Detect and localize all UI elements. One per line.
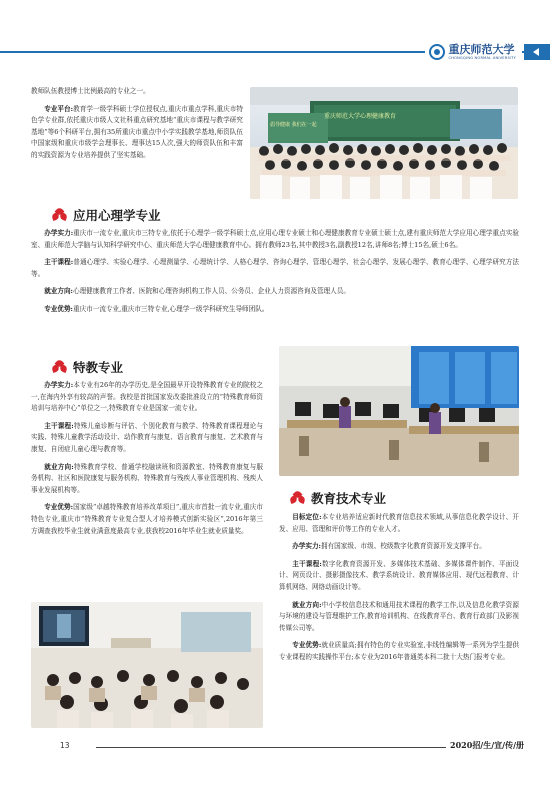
flower-bullet-icon (290, 491, 305, 506)
page-number: 13 (60, 741, 74, 750)
booklet-title: 2020招/生/宣/传/册 (446, 740, 524, 751)
university-logo (425, 40, 522, 64)
back-arrow-icon (524, 44, 550, 60)
page-footer (0, 738, 550, 758)
university-seal-icon (429, 44, 445, 60)
page-header (0, 40, 550, 64)
photo-banner-right: 重庆师范大学心理健康教育 (324, 113, 397, 120)
classroom-photo (31, 602, 263, 728)
special-ed-strength: 办学实力:本专业有26年的办学历史,是全国最早开设特殊教育专业的院校之一,在海内外享有较高的声誉。我校是首批国家发改委批准设立的“特殊教育师资培训与培养中心”单位之一,特殊教育专业是国家一流专业。 (31, 381, 263, 413)
psychology-advantages: 专业优势:重庆市一流专业,重庆市三特专业,心理学一级学科研究生导师团队。 (44, 304, 269, 313)
special-ed-section (31, 380, 263, 543)
intro-continuation: 教师队伍教授博士比例最高的专业之一。 (31, 87, 150, 95)
computer-lab-photo (279, 346, 519, 476)
psychology-courses: 主干课程:普通心理学、实验心理学、心理测量学、心理统计学、人格心理学、咨询心理学、管理心理学、社会心理学、发展心理学、教育心理学、心理学研究方法等。 (31, 258, 519, 278)
intro-section (31, 86, 243, 168)
flower-bullet-icon (52, 208, 67, 223)
edtech-section (279, 512, 519, 670)
special-ed-title: 特教专业 (73, 360, 124, 375)
edtech-title: 教育技术专业 (311, 491, 387, 506)
psychology-heading (52, 206, 161, 224)
psychology-section (31, 228, 519, 322)
flower-bullet-icon (52, 360, 67, 375)
psychology-strength: 办学实力:重庆市一流专业,重庆市三特专业,依托于心理学一级学科硕士点,应用心理专业硕士和心理健康教育专业硕士硕士点,建有重庆师范大学应用心理学重点实验室、重庆师范大学脑与认知科学研究中心、重庆师范大学心理健康教育中心。拥有教师23名,其中教授3名,副教授12名,讲师8名;博士15名,硕士6名。 (31, 229, 519, 249)
special-ed-courses: 主干课程:特殊儿童诊断与评估、个别化教育与教学、特殊教育课程理论与实践、特殊儿童教学活动设计、动作教育与康复、语言教育与康复、艺术教育与康复、自闭症儿童心理与教育等。 (31, 421, 263, 453)
special-ed-heading (52, 358, 123, 376)
psychology-group-photo (250, 87, 518, 199)
edtech-employment: 就业方向:中小学校信息技术和通用技术课程的教学工作,以及信息化教学资源与环境的建设与管理维护工作,教育培训机构、在线教育平台、教育行政部门及影视传媒公司等。 (279, 600, 519, 632)
edtech-courses: 主干课程:数字化教育资源开发、多媒体技术基础、多媒体课件制作、平面设计、网页设计、摄影摄像技术、教学系统设计、教育媒体应用、现代远程教育、计算机网络、网络动画设计等。 (279, 559, 520, 591)
platform-paragraph: 专业平台:教育学一级学科硕士学位授权点,重庆市重点学科,重庆市特色学专业群,依托重庆市级人文社科重点研究基地“重庆市课程与教学研究基地”等6个科研平台,拥有35所重庆市重点中小学实践教学基地,师资队伍中国家级和重庆市级学会理事长、理事达15人次,强大的师资队伍和丰富的实践资源为专业培养提供了坚实基础。 (31, 104, 243, 159)
photo-banner-left: 倡导健康 我们在一起 (270, 122, 317, 128)
university-name-en: CHONGQING NORMAL UNIVERSITY (448, 55, 516, 60)
special-ed-employment: 就业方向:特殊教育学校、普通学校融读班和资源教室、特殊教育康复与服务机构、社区和医院康复与服务机构、特殊教育与残疾人事业管理机构、残疾人事业发展机构等。 (31, 462, 263, 494)
edtech-heading (290, 489, 386, 507)
edtech-strength: 办学实力:拥有国家级、市级、校级数字化教育资源开发支撑平台。 (292, 542, 486, 551)
special-ed-advantages: 专业优势:国家级“卓越特殊教育培养改革项目”,重庆市首批一流专业,重庆市特色专业,重庆市“特殊教育专业复合型人才培养模式创新实验区”,2016年第三方调查我校毕业生就业满意度最高专业,获我校2016年毕业生就业质量奖。 (31, 503, 263, 535)
psychology-employment: 就业方向:心理健康教育工作者、医院和心理咨询机构工作人员、公务员、企业人力资源咨询及管理人员。 (44, 287, 350, 296)
edtech-goal: 目标定位:本专业培养适应新时代教育信息技术领域,从事信息化教学设计、开发、应用、管理和评价等工作的专业人才。 (279, 513, 519, 533)
edtech-advantages: 专业优势:就业质量高;拥有特色的专业实验室,非线性编辑等一系列为学生提供专业课程的实践操作平台;本专业为2016年普通类本科二批十大热门报考专业。 (279, 641, 519, 661)
university-name-cn: 重庆师范大学 (448, 42, 515, 56)
psychology-title: 应用心理学专业 (73, 208, 161, 223)
